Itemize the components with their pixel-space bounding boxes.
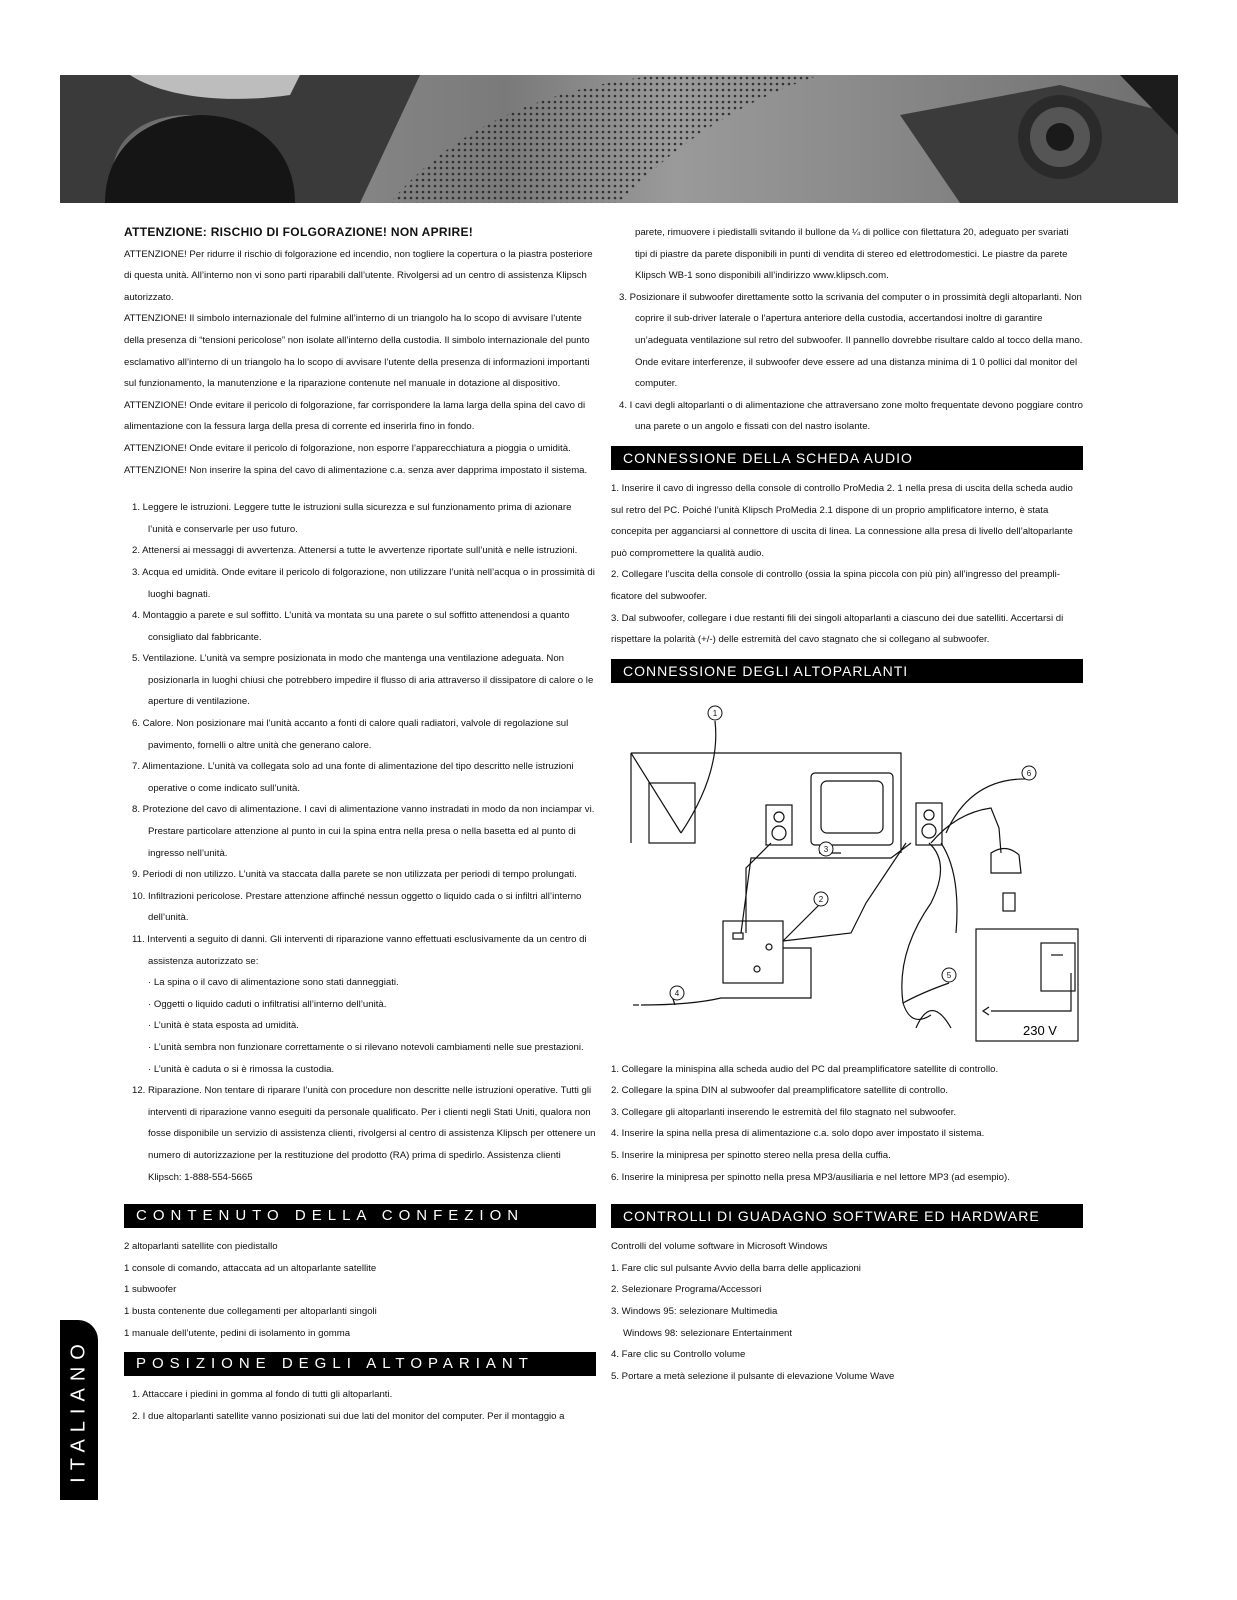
list-item: 7. Alimentazione. L’unità va collegata solo ad una fonte di alimentazione del tipo descritto nelle istruzioni operative o come indicato sull’unità.: [132, 761, 574, 794]
diagram-callout-2: 2: [818, 894, 824, 904]
list-item: 11. Interventi a seguito di danni. Gli interventi di riparazione vanno effettuati esclusivamente da un centro di assistenza autorizzato se:: [132, 934, 587, 967]
warning-paragraph: ATTENZIONE! Non inserire la spina del cavo di alimentazione c.a. senza aver dapprima impostato il sistema.: [124, 464, 588, 476]
connection-diagram: [611, 693, 1081, 1053]
warning-paragraph: ATTENZIONE! Per ridurre il rischio di folgorazione ed incendio, non togliere la copertura o la piastra posteriore di questa unità. All’interno non vi sono parti riparabili dall’utente. Rivolgersi ad un centro di assistenza Klipsch autorizzato.: [124, 248, 593, 303]
list-item: parete, rimuovere i piedistalli svitando il bullone da ¼ di pollice con filettatura 20, adeguato per svariati tipi di piastre da parete disponibili in punti di vendita di stereo ed elettrodomestici. Le piastre da parete Klipsch WB-1 sono disponibili all’indirizzo www.klipsch.com.: [635, 227, 1069, 282]
paragraph: 1. Inserire il cavo di ingresso della console di controllo ProMedia 2. 1 nella presa di uscita della scheda audio sul retro del PC. Poiché l’unità Klipsch ProMedia 2.1 dispone di un proprio amplificatore interno, è stata concepita per agganciarsi al connettore di uscita di linea. La connessione alla presa di livello dell’altoparlante può compromettere la qualità audio.: [611, 482, 1073, 559]
warning-title: ATTENZIONE: RISCHIO DI FOLGORAZIONE! NON APRIRE!: [124, 225, 474, 239]
language-label: ITALIANO: [67, 1337, 90, 1483]
bullet-item: · La spina o il cavo di alimentazione sono stati danneggiati.: [148, 977, 399, 989]
bullet-item: · L’unità è stata esposta ad umidità.: [148, 1020, 299, 1032]
list-item: 6. Calore. Non posizionare mai l’unità accanto a fonti di calore quali radiatori, valvole di regolazione sul pavimento, fornelli o altre unità che generano calore.: [132, 718, 569, 751]
list-item: 4. Fare clic su Controllo volume: [611, 1349, 746, 1361]
list-item: 4. I cavi degli altoparlanti o di alimentazione che attraversano zone molto frequentate devono poggiare contro una parete o un angolo e fissati con del nastro isolante.: [619, 399, 1083, 433]
language-side-tab: [60, 1320, 98, 1500]
bullet-item: · L’unità sembra non funzionare correttamente o si rilevano notevoli cambiamenti nelle sue prestazioni.: [148, 1041, 584, 1053]
paragraph: 3. Dal subwoofer, collegare i due restanti fili dei singoli altoparlanti a ciascuno dei due satelliti. Accertarsi di rispettare la polarità (+/-) delle estremità del cavo stagnato che si collegano al subwoofer.: [611, 612, 1064, 646]
section-title-controlli: CONTROLLI DI GUADAGNO SOFTWARE ED HARDWARE: [611, 1204, 1083, 1228]
voltage-label: 230 V: [1023, 1022, 1057, 1038]
warning-paragraph: ATTENZIONE! Onde evitare il pericolo di folgorazione, non esporre l’apparecchiatura a pioggia o umidità.: [124, 442, 571, 454]
list-item: 5. Ventilazione. L’unità va sempre posizionata in modo che mantenga una ventilazione adeguata. Non posizionarla in luoghi chiusi che potrebbero impedire il flusso di aria attraverso il dissipatore di calore o le aperture di ventilazione.: [132, 653, 594, 708]
list-item: 2 altoparlanti satellite con piedistallo: [124, 1241, 278, 1253]
list-item: 9. Periodi di non utilizzo. L’unità va staccata dalla parete se non utilizzata per periodi di tempo prolungati.: [132, 869, 577, 881]
volume-controls-list: [611, 1258, 1083, 1388]
paragraph: 2. Collegare l’uscita della console di controllo (ossia la spina piccola con più pin) all’ingresso del preampli-ficatore del subwoofer.: [611, 569, 1061, 602]
header-speaker-photo: [60, 75, 1178, 203]
list-item: 1. Leggere le istruzioni. Leggere tutte le istruzioni sulla sicurezza e sul funzionamento prima di azionare l’unità e conservarle per uso futuro.: [132, 502, 572, 535]
diagram-callout-4: 4: [674, 988, 680, 998]
section-title-posizione: POSIZIONE DEGLI ALTOPARIANT: [124, 1352, 596, 1376]
list-item: 3. Acqua ed umidità. Onde evitare il pericolo di folgorazione, non utilizzare l’unità nell’acqua o in prossimità di luoghi bagnati.: [132, 566, 595, 600]
list-item: 2. Selezionare Programa/Accessori: [611, 1284, 762, 1296]
list-item: 2. Attenersi ai messaggi di avvertenza. Attenersi a tutte le avvertenze riportate sull’unità e nelle istruzioni.: [132, 545, 578, 557]
section-title-scheda-audio: CONNESSIONE DELLA SCHEDA AUDIO: [611, 446, 1083, 470]
list-item: 1. Attaccare i piedini in gomma al fondo di tutti gli altoparlanti.: [132, 1389, 393, 1401]
bullet-item: · L’unità è caduta o si è rimossa la custodia.: [148, 1063, 335, 1075]
package-contents-list: [124, 1236, 596, 1344]
diagram-callout-5: 5: [946, 970, 952, 980]
list-item: 1. Collegare la minispina alla scheda audio del PC dal preamplificatore satellite di controllo.: [611, 1063, 999, 1075]
list-item: 4. Montaggio a parete e sul soffitto. L’unità va montata su una parete o sul soffitto attenendosi a quanto consigliato dal fabbricante.: [132, 610, 570, 643]
list-item: 1 subwoofer: [124, 1284, 177, 1296]
diagram-callout-6: 6: [1026, 768, 1032, 778]
diagram-callout-3: 3: [823, 844, 829, 854]
speaker-connection-list: [611, 1059, 1083, 1189]
diagram-callout-1: 1: [712, 708, 718, 718]
section-title-contenuto: CONTENUTO DELLA CONFEZION: [124, 1204, 596, 1228]
list-item: 10. Infiltrazioni pericolose. Prestare attenzione affinché nessun oggetto o liquido cada o si infiltri all’interno dell’unità.: [132, 890, 582, 924]
list-item: 2. Collegare la spina DIN al subwoofer dal preamplificatore satellite di controllo.: [611, 1085, 949, 1097]
list-item: 1 manuale dell’utente, pedini di isolamento in gomma: [124, 1327, 351, 1339]
list-item: 1. Fare clic sul pulsante Avvio della barra delle applicazioni: [611, 1262, 861, 1274]
bullet-item: · Oggetti o liquido caduti o infiltratisi all’interno dell’unità.: [148, 998, 387, 1010]
list-item: 12. Riparazione. Non tentare di riparare l’unità con procedure non descritte nelle istruzioni operative. Tutti gli interventi di riparazione vanno eseguiti da personale qualificato. Per i clienti negli Stati Uniti, qualora non fosse disponibile un servizio di assistenza clienti, rivolgersi al centro di assistenza Klipsch per ottenere un numero di autorizzazione per la restituzione del prodotto (RA) prima di spedirlo. Assistenza clienti Klipsch: 1-888-554-5665: [132, 1085, 596, 1183]
list-item: Windows 98: selezionare Entertainment: [623, 1327, 793, 1339]
safety-instructions-list: [124, 497, 596, 1188]
list-item: 1 busta contenente due collegamenti per altoparlanti singoli: [124, 1305, 377, 1317]
list-item: 5. Inserire la minipresa per spinotto stereo nella presa della cuffia.: [611, 1150, 891, 1162]
warning-paragraph: ATTENZIONE! Onde evitare il pericolo di folgorazione, far corrispondere la lama larga della spina del cavo di alimentazione con la fessura larga della presa di corrente ed inserirla fino in fondo.: [124, 399, 586, 433]
list-item: 6. Inserire la minipresa per spinotto nella presa MP3/ausiliaria e nel lettore MP3 (ad esempio).: [611, 1171, 1010, 1183]
paragraph: Controlli del volume software in Microsoft Windows: [611, 1241, 828, 1253]
list-item: 4. Inserire la spina nella presa di alimentazione c.a. solo dopo aver impostato il sistema.: [611, 1128, 985, 1140]
list-item: 1 console di comando, attaccata ad un altoparlante satellite: [124, 1262, 377, 1274]
right-column: [611, 222, 1083, 1387]
warning-paragraph: ATTENZIONE! Il simbolo internazionale del fulmine all’interno di un triangolo ha lo scopo di avvisare l’utente della presenza di “tensioni pericolose” non isolate all’interno della custodia. Il simbolo internazionale del punto esclamativo all’interno di un triangolo ha lo scopo di avvisare l’utente della presenza di informazioni importanti sul funzionamento, la manutenzione e la riparazione contenute nel manuale in dotazione al dispositivo.: [124, 313, 590, 390]
list-item: 3. Posizionare il subwoofer direttamente sotto la scrivania del computer o in prossimità degli altoparlanti. Non coprire il sub-driver laterale o l’apertura anteriore della custodia, accertandosi inoltre di garantire un’adeguata ventilazione sul retro del subwoofer. Il pannello dovrebbe risultare caldo al tocco della mano. Onde evitare interferenze, il subwoofer deve essere ad una distanza minima di 1 0 pollici dal monitor del computer.: [619, 291, 1083, 390]
list-item: 8. Protezione del cavo di alimentazione. I cavi di alimentazione vanno instradati in modo da non inciampar vi. Prestare particolare attenzione al punto in cui la spina entra nella presa o nella basetta ed al punto di ingresso nell’unità.: [132, 804, 595, 859]
speaker-photo-graphic: [60, 75, 1178, 203]
list-item: 2. I due altoparlanti satellite vanno posizionati sui due lati del monitor del computer. Per il montaggio a: [132, 1410, 565, 1422]
list-item: 3. Windows 95: selezionare Multimedia: [611, 1306, 778, 1318]
list-item: 3. Collegare gli altoparlanti inserendo le estremità del filo stagnato nel subwoofer.: [611, 1106, 957, 1118]
left-column: [124, 222, 596, 1427]
list-item: 5. Portare a metà selezione il pulsante di elevazione Volume Wave: [611, 1370, 895, 1382]
section-title-altoparlanti: CONNESSIONE DEGLI ALTOPARLANTI: [611, 659, 1083, 683]
